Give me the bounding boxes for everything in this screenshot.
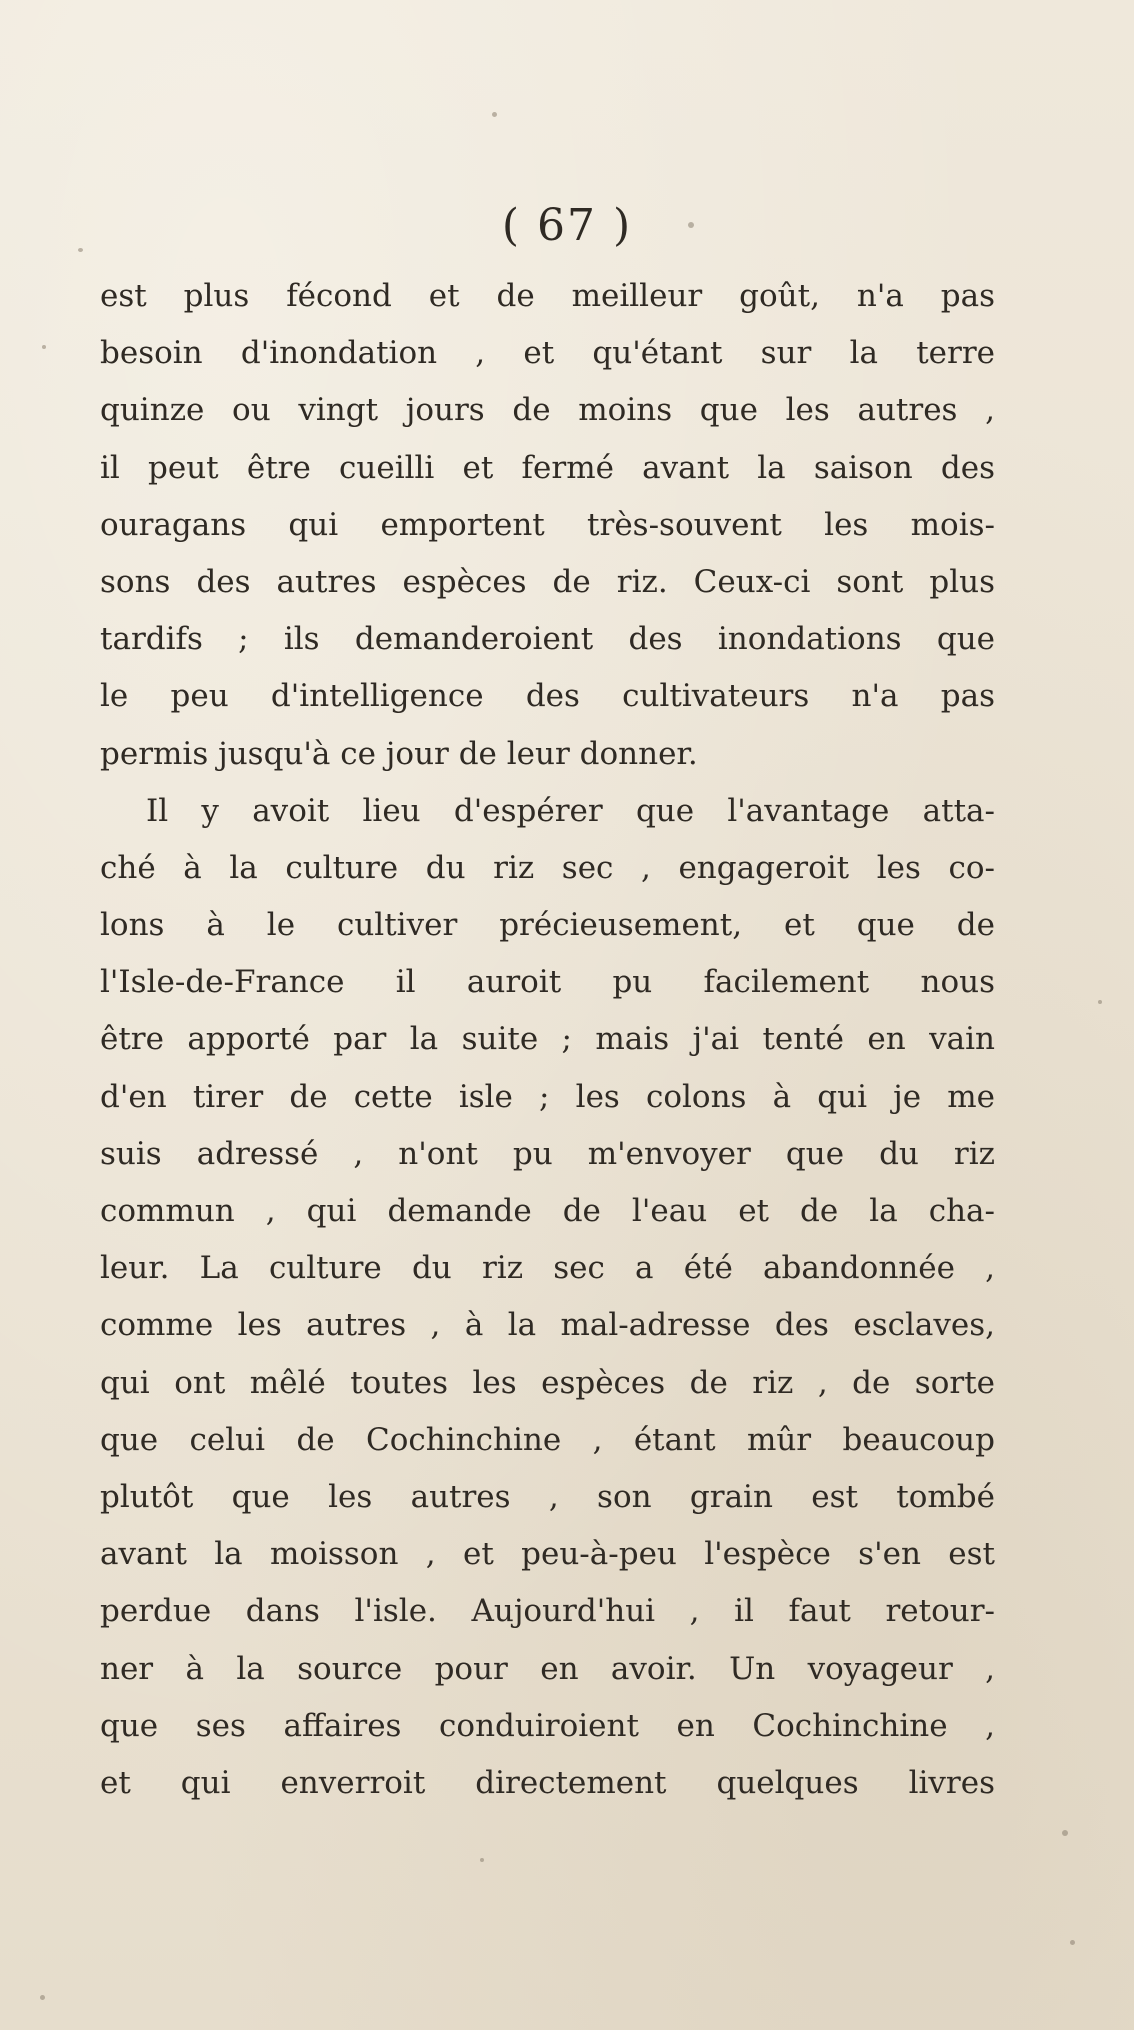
text-line: tardifs ; ils demanderoient des inondations que [100, 621, 995, 658]
text-line: est plus fécond et de meilleur goût, n'a pas [100, 278, 995, 314]
paper-speck [1070, 1940, 1075, 1945]
text-line: d'en tirer de cette isle ; les colons à qui je me [100, 1078, 995, 1115]
text-line: leur. La culture du riz sec a été abandonnée , [100, 1250, 995, 1287]
text-block [100, 268, 995, 1812]
paragraph-end-line: permis jusqu'à ce jour de leur donner. [100, 735, 698, 772]
text-line: besoin d'inondation , et qu'étant sur la terre [100, 335, 995, 372]
text-line: il peut être cueilli et fermé avant la saison des [100, 449, 995, 486]
text-line: et qui enverroit directement quelques livres [100, 1764, 995, 1801]
text-line: que celui de Cochinchine , étant mûr beaucoup [100, 1421, 995, 1458]
text-line: sons des autres espèces de riz. Ceux-ci sont plus [100, 563, 995, 600]
text-line: ner à la source pour en avoir. Un voyageur , [100, 1650, 995, 1687]
text-line: perdue dans l'isle. Aujourd'hui , il faut retour- [100, 1593, 995, 1630]
text-line: qui ont mêlé toutes les espèces de riz , de sorte [100, 1364, 995, 1401]
text-line: l'Isle-de-France il auroit pu facilement nous [100, 964, 995, 1001]
paper-speck [492, 112, 497, 117]
paper-speck [1098, 1000, 1102, 1004]
paper-speck [40, 1995, 45, 2000]
text-line: ché à la culture du riz sec , engageroit les co- [100, 849, 995, 886]
text-line: lons à le cultiver précieusement, et que de [100, 907, 995, 944]
text-line: être apporté par la suite ; mais j'ai tenté en vain [100, 1021, 995, 1058]
text-line: comme les autres , à la mal-adresse des esclaves, [100, 1307, 995, 1344]
page-number: ( 67 ) [501, 200, 633, 251]
paper-speck [42, 345, 46, 349]
text-line: avant la moisson , et peu-à-peu l'espèce s'en est [100, 1536, 995, 1573]
text-line: plutôt que les autres , son grain est tombé [100, 1478, 995, 1515]
text-line: ouragans qui emportent très-souvent les mois- [100, 506, 995, 543]
text-line: commun , qui demande de l'eau et de la cha- [100, 1193, 995, 1229]
text-line: suis adressé , n'ont pu m'envoyer que du riz [100, 1135, 995, 1172]
paper-speck [480, 1858, 484, 1862]
text-line: le peu d'intelligence des cultivateurs n'a pas [100, 678, 995, 715]
paragraph-start-line: Il y avoit lieu d'espérer que l'avantage atta- [146, 792, 995, 829]
text-line: que ses affaires conduiroient en Cochinchine , [100, 1707, 995, 1744]
text-line: quinze ou vingt jours de moins que les autres , [100, 392, 995, 429]
paper-speck [1062, 1830, 1068, 1836]
